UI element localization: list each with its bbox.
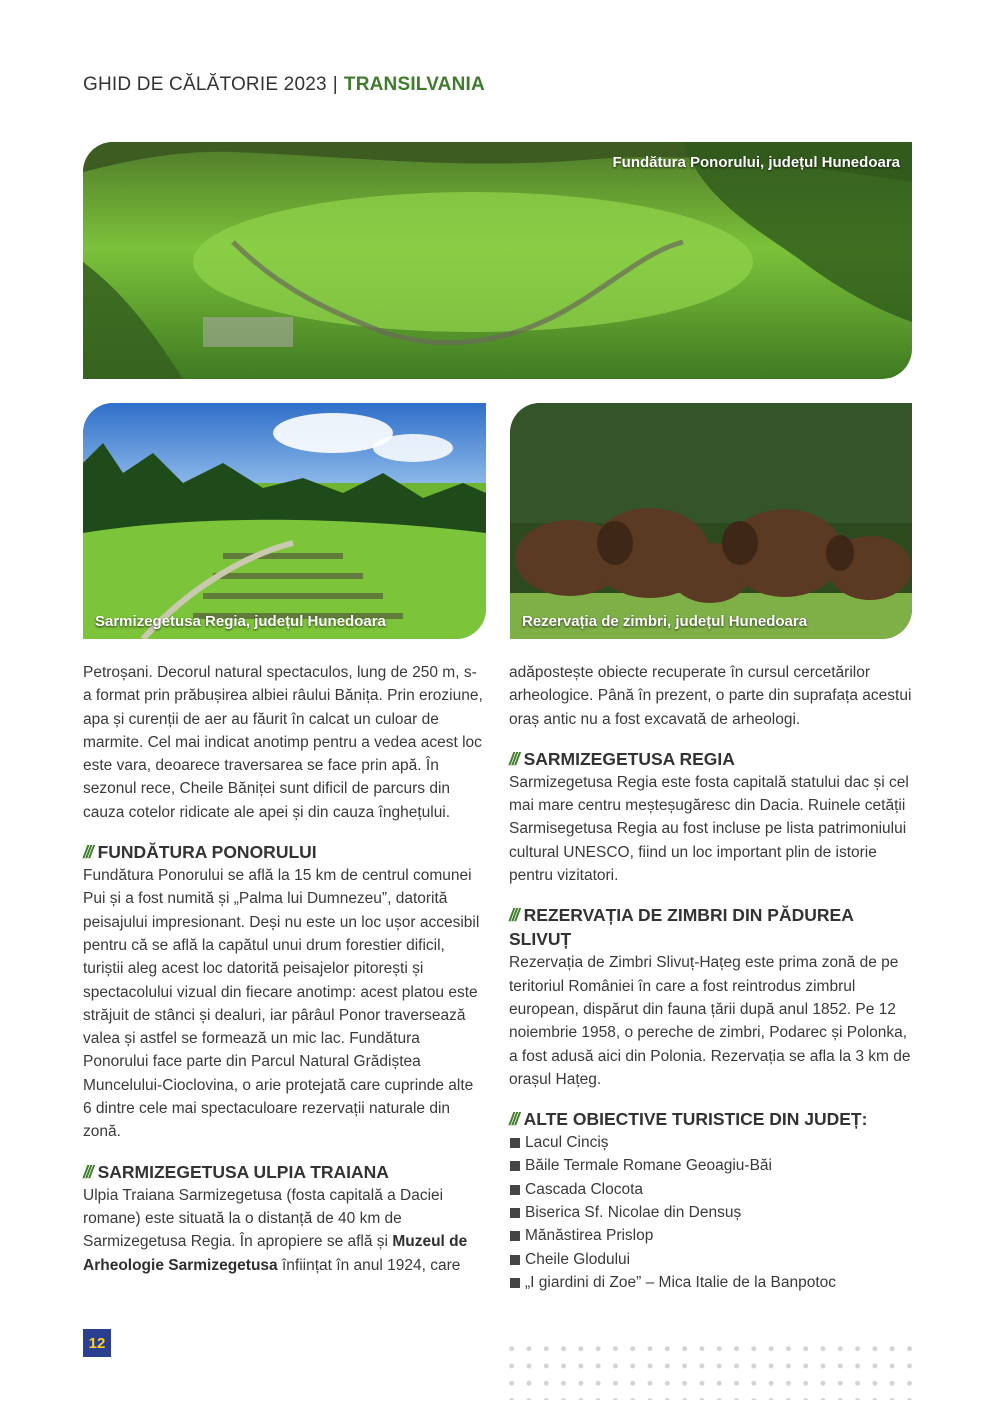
right-text-column — [509, 661, 913, 1294]
section-heading-ulpia-traiana: /// SARMIZEGETUSA ULPIA TRAIANA — [83, 1161, 389, 1182]
list-item: Cascada Clocota — [509, 1178, 913, 1201]
section-marker: /// — [83, 1161, 92, 1182]
section-heading-rezervatia: /// REZERVAȚIA DE ZIMBRI DIN PĂDUREA SLIVUȚ — [509, 905, 854, 950]
section-marker: /// — [509, 1109, 518, 1130]
section-marker: /// — [509, 905, 518, 926]
page-number: 12 — [83, 1329, 111, 1357]
left-text-column — [83, 661, 485, 1277]
photo-sarmizegetusa-regia — [83, 403, 486, 639]
list-item: Băile Termale Romane Geoagiu-Băi — [509, 1154, 913, 1177]
museum-name: Muzeul de Arheologie Sarmizegetusa — [83, 1233, 468, 1274]
guide-title: GHID DE CĂLĂTORIE 2023 — [83, 74, 327, 95]
section-text-ulpia-traiana: Ulpia Traiana Sarmizegetusa (fosta capitală a Daciei romane) este situată la o distanță de 40 km de Sarmizegetusa Regia. În apropiere se află și Muzeul de Arheologie Sarmizegetusa înființat în anul 1924, care — [83, 1186, 468, 1274]
decorative-dot-pattern — [503, 1340, 923, 1400]
attractions-list — [509, 1131, 913, 1294]
section-text-sarmizegetusa-regia: Sarmizegetusa Regia este fosta capitală statului dac și cel mai mare centru meșteșugăresc din Dacia. Ruinele cetății Sarmisegetusa Regia au fost incluse pe lista patrimoniului cultural UNESCO, fiind un loc important plin de istorie pentru vizitatori. — [509, 773, 909, 885]
list-item: Mănăstirea Prislop — [509, 1224, 913, 1247]
intro-paragraph: Petroșani. Decorul natural spectaculos, lung de 250 m, s-a format prin prăbușirea albiei râului Bănița. Prin eroziune, apa și curenții de aer au făurit în calcat un culoar de marmite. Cel mai indicat anotimp pentru a vedea acest loc este vara, deoarece traversarea se face prin apă. În sezonul rece, Cheile Băniței sunt dificil de parcurs din cauza cotelor ridicate ale apei și din cauza înghețului. — [83, 664, 483, 821]
region-name: TRANSILVANIA — [343, 74, 485, 95]
section-heading-fundatura: /// FUNDĂTURA PONORULUI — [83, 842, 317, 863]
section-marker: /// — [509, 748, 518, 769]
photo-fundatura-ponorului — [83, 142, 912, 379]
section-text-fundatura: Fundătura Ponorului se află la 15 km de centrul comunei Pui și a fost numită și „Palma lui Dumnezeu”, datorită peisajului impresionant. Deși nu este un loc ușor accesibil pentru că se află la capătul unui drum forestier dificil, turiștii aleg acest loc datorită peisajelor pitorești și spectacolului vizual din fiecare anotimp: acest platou este străjuit de stânci și dealuri, iar pârâul Ponor traversează valea și astfel se formează un mic lac. Fundătura Ponorului face parte din Parcul Natural Grădiștea Muncelului-Cioclovina, o arie protejată care cuprinde alte 6 dintre cele mai spectaculoare rezervații naturale din zonă. — [83, 867, 480, 1141]
section-text-rezervatia: Rezervația de Zimbri Slivuț-Hațeg este prima zonă de pe teritoriul României în care a fost reintrodus zimbrul european, dispărut din fauna țării după anul 1852. Pe 12 noiembrie 1958, o pereche de zimbri, Podarec și Polonka, a fost adusă aici din Polonia. Rezervația se afla la 3 km de orașul Hațeg. — [509, 954, 911, 1088]
ruins-landscape-image — [83, 403, 486, 639]
list-item: „I giardini di Zoe” – Mica Italie de la Banpotoc — [509, 1271, 913, 1294]
list-item: Cheile Glodului — [509, 1248, 913, 1271]
continued-paragraph: adăpostește obiecte recuperate în cursul cercetărilor arheologice. Până în prezent, o parte din suprafața acestui oraș antic nu a fost excavată de arheologi. — [509, 664, 912, 728]
list-item: Biserica Sf. Nicolae din Densuș — [509, 1201, 913, 1224]
photo-caption-top: Fundătura Ponorului, județul Hunedoara — [612, 154, 900, 171]
header-separator: | — [332, 74, 338, 95]
photo-rezervatia-zimbri — [510, 403, 912, 639]
section-marker: /// — [83, 842, 92, 863]
list-item: Lacul Cinciș — [509, 1131, 913, 1154]
meadow-landscape-image — [83, 142, 912, 379]
photo-caption-right: Rezervația de zimbri, județul Hunedoara — [522, 613, 808, 630]
photo-caption-left: Sarmizegetusa Regia, județul Hunedoara — [95, 613, 386, 630]
bison-herd-image — [510, 403, 912, 639]
running-header — [83, 74, 485, 96]
section-heading-alte-obiective: /// ALTE OBIECTIVE TURISTICE DIN JUDEȚ: — [509, 1109, 868, 1130]
section-heading-sarmizegetusa-regia: /// SARMIZEGETUSA REGIA — [509, 748, 735, 769]
